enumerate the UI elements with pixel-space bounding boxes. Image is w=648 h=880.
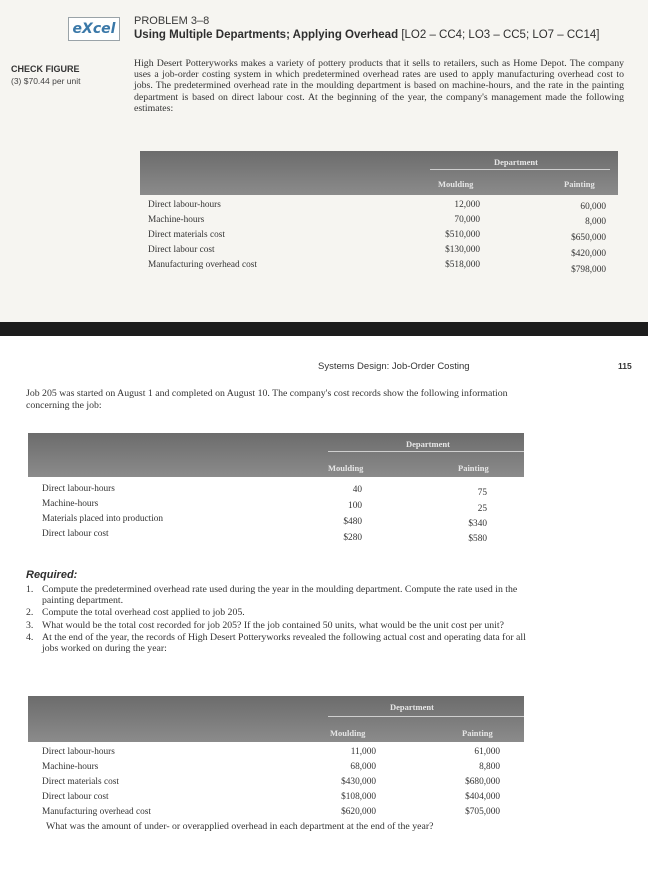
problem-title-text: Using Multiple Departments; Applying Overhead <box>134 29 399 41</box>
final-question: What was the amount of under- or overapplied overhead in each department at the end of the year? <box>46 821 434 832</box>
requirement-number: 2. <box>26 607 34 619</box>
table1-row-label: Manufacturing overhead cost <box>148 260 257 270</box>
problem-number: PROBLEM 3–8 <box>134 15 210 27</box>
table2-header-rule <box>328 451 524 452</box>
table1-cell-painting: 60,000 <box>580 202 606 212</box>
table2-cell-moulding: 100 <box>348 501 362 511</box>
check-figure-label: CHECK FIGURE <box>11 64 80 74</box>
check-figure-value: (3) $70.44 per unit <box>11 76 81 86</box>
top-page <box>0 0 648 322</box>
table1-col-moulding: Moulding <box>438 179 474 189</box>
table1-header-rule <box>430 169 610 170</box>
table3-cell-moulding: $620,000 <box>341 807 376 817</box>
table3-header <box>28 696 524 742</box>
table2-cell-moulding: 40 <box>352 485 362 495</box>
requirement-item <box>26 607 526 618</box>
table1-row-label: Direct labour-hours <box>148 200 221 210</box>
excel-logo: eXcel <box>68 17 120 41</box>
requirement-text: At the end of the year, the records of High Desert Potteryworks revealed the following actual cost and operating data for all jobs worked on during the year: <box>42 631 526 655</box>
required-heading: Required: <box>26 569 78 581</box>
learning-objectives: [LO2 – CC4; LO3 – CC5; LO7 – CC14] <box>401 29 600 41</box>
table1-cell-painting: 8,000 <box>585 217 606 227</box>
table2-row-label: Direct labour-hours <box>42 484 115 494</box>
table3-cell-moulding: $430,000 <box>341 777 376 787</box>
table1-department-label: Department <box>494 157 538 167</box>
table2-cell-moulding: $480 <box>343 517 362 527</box>
table2-cell-painting: 75 <box>477 488 487 498</box>
table2-col-moulding: Moulding <box>328 463 364 473</box>
requirement-item <box>26 584 526 606</box>
table3-cell-moulding: 11,000 <box>350 747 376 757</box>
table2-row-label: Direct labour cost <box>42 529 109 539</box>
table1-cell-moulding: 70,000 <box>454 215 480 225</box>
table2-row-label: Machine-hours <box>42 499 99 509</box>
job-paragraph: Job 205 was started on August 1 and completed on August 10. The company's cost records show the following information concerning the job: <box>26 388 508 411</box>
requirement-number: 1. <box>26 584 34 595</box>
table1-cell-moulding: $518,000 <box>445 260 480 270</box>
table3-row-label: Direct labour-hours <box>42 747 115 757</box>
table1-cell-painting: $420,000 <box>571 249 606 259</box>
table3-cell-moulding: 68,000 <box>350 762 376 772</box>
table3-department-label: Department <box>390 702 434 712</box>
table1-row-label: Direct labour cost <box>148 245 215 255</box>
table3-cell-painting: 61,000 <box>474 747 500 757</box>
table3-cell-painting: 8,800 <box>479 762 500 772</box>
table2-row-label: Materials placed into production <box>42 514 164 524</box>
requirement-number: 4. <box>26 631 34 643</box>
requirement-text: What would be the total cost recorded for job 205? If the job contained 50 units, what would be the unit cost per unit? <box>42 619 504 631</box>
requirements-list <box>26 584 526 655</box>
table3-cell-moulding: $108,000 <box>341 792 376 802</box>
table2-cell-painting: $580 <box>468 534 487 544</box>
table2-cell-moulding: $280 <box>343 533 362 543</box>
table3-row-label: Manufacturing overhead cost <box>42 807 151 817</box>
table2-col-painting: Painting <box>458 463 489 473</box>
table1-cell-moulding: $130,000 <box>445 245 480 255</box>
table3-col-moulding: Moulding <box>330 728 366 738</box>
table2-department-label: Department <box>406 439 450 449</box>
table1-cell-painting: $650,000 <box>571 233 606 243</box>
page-divider-band <box>0 322 648 336</box>
requirement-item <box>26 620 526 631</box>
table3-header-rule <box>328 716 524 717</box>
table3-cell-painting: $705,000 <box>465 807 500 817</box>
intro-paragraph: High Desert Potteryworks makes a variety of pottery products that it sells to retailers, such as Home Depot. The company uses a job-order costing system in which predetermined overhead rates are used to apply manufacturing overhead cost to jobs. The predetermined overhead rate in the moulding department is based on machine-hours, and the rate in the painting department is based on direct labour cost. At the beginning of the year, the company's management made the following estimates: <box>134 58 624 114</box>
table3-col-painting: Painting <box>462 728 493 738</box>
running-head: Systems Design: Job-Order Costing <box>318 361 470 372</box>
table3-row-label: Machine-hours <box>42 762 99 772</box>
table1-cell-painting: $798,000 <box>571 265 606 275</box>
table1-cell-moulding: 12,000 <box>454 200 480 210</box>
requirement-item <box>26 632 526 654</box>
table3-row-label: Direct materials cost <box>42 777 119 787</box>
table1-header <box>140 151 618 195</box>
page-number: 115 <box>618 361 632 371</box>
table1-col-painting: Painting <box>564 179 595 189</box>
table3-row-label: Direct labour cost <box>42 792 109 802</box>
requirement-text: Compute the predetermined overhead rate used during the year in the moulding department. Compute the rate used in the painting department. <box>42 584 518 607</box>
table1-cell-moulding: $510,000 <box>445 230 480 240</box>
table3-cell-painting: $680,000 <box>465 777 500 787</box>
table2-cell-painting: $340 <box>468 519 487 529</box>
requirement-text: Compute the total overhead cost applied to job 205. <box>42 607 245 619</box>
table3-cell-painting: $404,000 <box>465 792 500 802</box>
table1-row-label: Direct materials cost <box>148 230 225 240</box>
table2-cell-painting: 25 <box>477 504 487 514</box>
problem-title <box>134 29 599 41</box>
table1-row-label: Machine-hours <box>148 215 205 225</box>
requirement-number: 3. <box>26 619 34 631</box>
table2-header <box>28 433 524 477</box>
